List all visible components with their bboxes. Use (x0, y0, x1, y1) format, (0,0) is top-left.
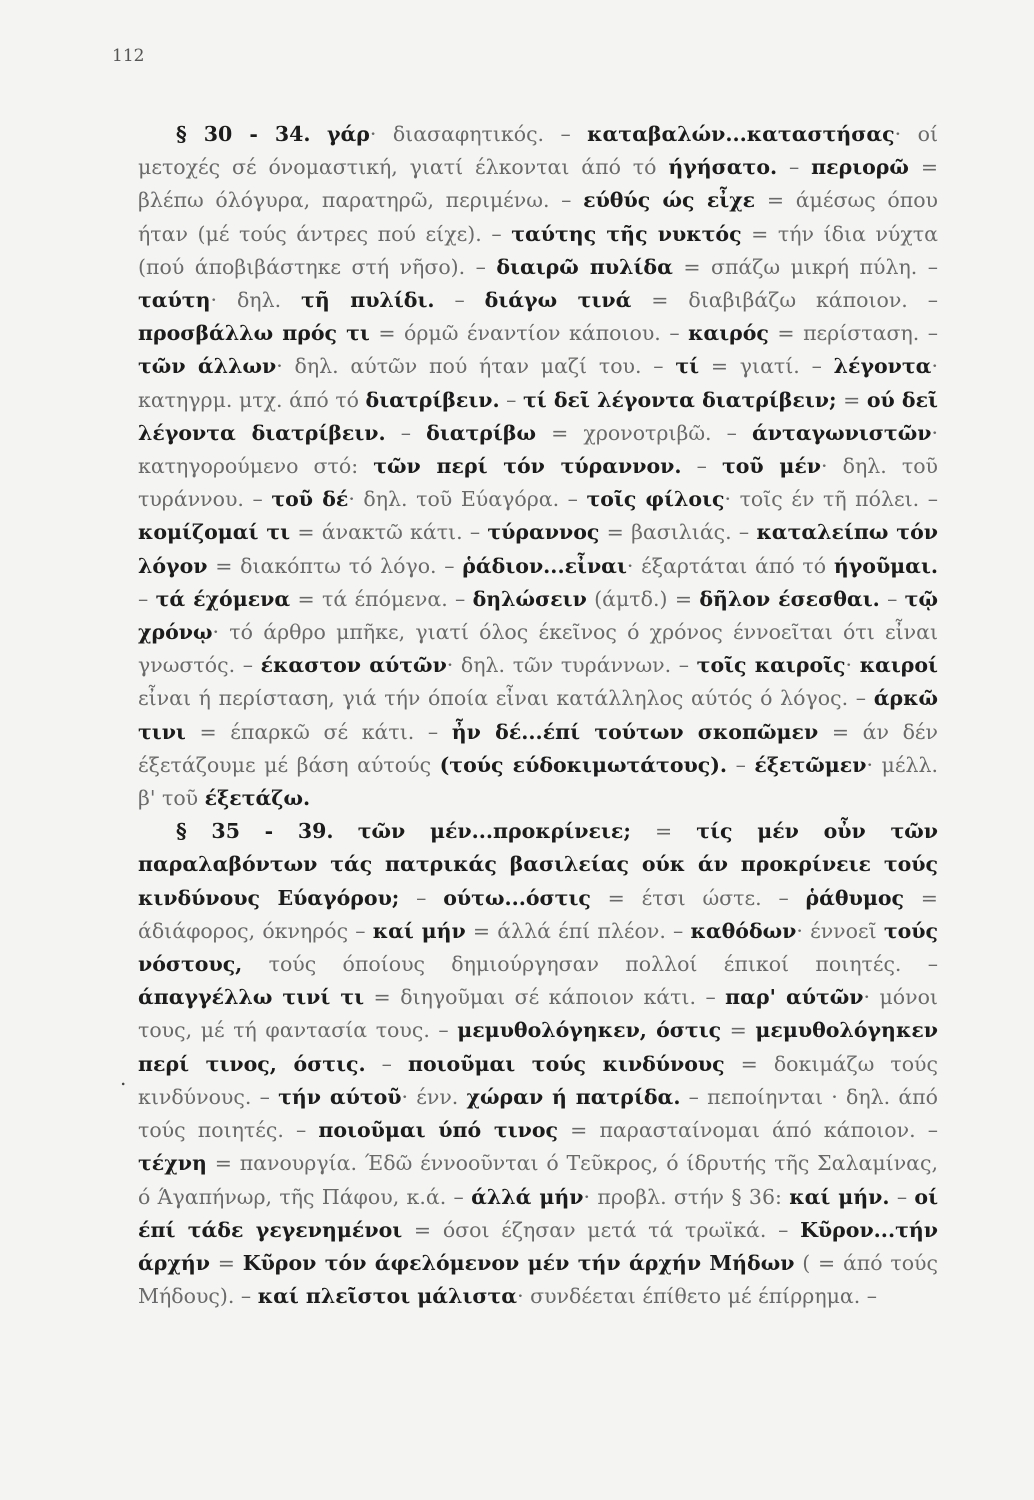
lemma-term: τέχνη (138, 1151, 207, 1176)
lemma-term: χώραν ή πατρίδα. (466, 1084, 681, 1109)
gloss-text: = τήν ίδια νύχτα (πού άποβιβάστηκε στή νῆσο). – (138, 221, 938, 279)
gloss-text (334, 819, 358, 843)
gloss-text: · κατηγορούμενο στό: (138, 420, 938, 479)
lemma-term: καθόδων (690, 918, 797, 943)
lemma-term: τῆ πυλίδι. (301, 288, 435, 313)
lemma-term: διαιρῶ πυλίδα (496, 254, 673, 279)
lemma-term: μεμυθολόγηκεν περί τινος, όστις. (138, 1018, 938, 1076)
gloss-text: = άν δέν έξετάζουμε μέ βάση αύτούς (138, 719, 938, 777)
lemma-term: τίς μέν οὖν τῶν παραλαβόντων τάς πατρικάς βασιλείας ούκ άν προκρίνειε τούς κινδύνους Εύαγόρου; (138, 819, 938, 910)
paragraph (138, 815, 938, 1313)
commentary-text (138, 118, 938, 1313)
gloss-text: · μόνοι τους, μέ τή φαντασία τους. – (138, 985, 938, 1043)
gloss-text: – (385, 420, 427, 445)
gloss-text: = άνακτῶ κάτι. – (290, 520, 488, 545)
gloss-text: – (879, 586, 905, 611)
lemma-term: κομίζομαί τι (138, 520, 291, 545)
lemma-term: τί (675, 354, 700, 379)
gloss-text: · κατηγρμ. μτχ. άπό τό (138, 354, 938, 412)
gloss-text: = (836, 387, 867, 412)
lemma-term: τῶν περί τόν τύραννον. (373, 454, 682, 479)
gloss-text: · δηλ. τῶν τυράννων. – (446, 653, 697, 678)
gloss-text: · έξαρτάται άπό τό (626, 553, 834, 578)
lemma-term: τοῦ μέν (721, 454, 822, 479)
gloss-text: = όσοι έζησαν μετά τά τρωϊκά. – (402, 1217, 801, 1242)
lemma-term: προσβάλλω πρός τι (138, 321, 370, 346)
gloss-text: = άμέσως όπου ήταν (μέ τούς άντρες πού είχε). – (138, 188, 939, 246)
gloss-text: = διαβιβάζω κάποιον. – (631, 288, 938, 313)
lemma-term: εύθύς ώς εἶχε (583, 188, 756, 213)
lemma-term: περιορῶ (811, 155, 909, 180)
gloss-text: = άδιάφορος, όκνηρός – (138, 885, 938, 943)
lemma-term: οί έπί τάδε γεγενημένοι (138, 1184, 939, 1242)
lemma-term: καταλείπω τόν λόγον (138, 520, 938, 578)
gloss-text: = πανουργία. Έδῶ έννοοῦνται ό Τεῦκρος, ό ίδρυτής τῆς Σαλαμίνας, ό Άγαπήνωρ, τῆς Πάφου, κ.ά. – (138, 1151, 938, 1209)
gloss-text: – (727, 752, 755, 777)
lemma-term: δηλώσειν (472, 586, 587, 611)
lemma-term: καιρός (688, 321, 769, 346)
lemma-term: λέγοντα (833, 354, 932, 379)
gloss-text: · συνδέεται έπίθετο μέ έπίρρημα. – (517, 1284, 878, 1309)
lemma-term: παρ' αύτῶν (725, 985, 864, 1010)
gloss-text: · διασαφητικός. – (369, 122, 588, 146)
gloss-text: = (630, 819, 697, 844)
lemma-term: (τούς εύδοκιμωτάτους). (439, 752, 728, 777)
lemma-term: καιροί (859, 653, 938, 678)
gloss-text: – (777, 155, 812, 180)
gloss-text: = παρασταίνομαι άπό κάποιον. – (558, 1118, 938, 1143)
lemma-term: τῶν μέν...προκρίνειε; (357, 819, 631, 844)
lemma-term: διάγω τινά (484, 288, 632, 313)
lemma-term: τῷ χρόνῳ (138, 586, 938, 645)
gloss-text: = έπαρκῶ σέ κάτι. – (185, 719, 452, 744)
gloss-text: = όρμῶ έναντίον κάποιου. – (369, 321, 689, 346)
lemma-term: άλλά μήν (471, 1184, 584, 1209)
gloss-text: = σπάζω μικρή πύλη. – (672, 254, 938, 279)
gloss-text: = δοκιμάζω τούς κινδύνους. – (138, 1051, 938, 1109)
gloss-text: = διακόπτω τό λόγο. – (207, 553, 463, 578)
gloss-text: – (365, 1051, 408, 1076)
gloss-text: – (499, 387, 523, 412)
lemma-term: τήν αύτοῦ (278, 1084, 402, 1109)
gloss-text: – (434, 288, 485, 313)
gloss-text: – πεποίηνται · δηλ. άπό τούς ποιητές. – (138, 1084, 938, 1143)
gloss-text: · οί μετοχές σέ όνομαστική, γιατί έλκονται άπό τό (138, 122, 938, 180)
gloss-text: = διηγοῦμαι σέ κάποιον κάτι. – (364, 985, 726, 1010)
gloss-text: = χρονοτριβῶ. – (536, 420, 753, 445)
lemma-term: καί μήν (372, 918, 466, 943)
lemma-term: τούς νόστους, (138, 918, 938, 977)
gloss-text: = τά έπόμενα. – (290, 586, 473, 611)
lemma-term: έξετῶμεν (754, 752, 867, 777)
gloss-text: = (721, 1018, 756, 1043)
lemma-term: ῥάδιον...εἶναι (462, 553, 627, 578)
gloss-text: · ένν. (401, 1084, 467, 1109)
gloss-text: · δηλ. (210, 288, 302, 313)
lemma-term: ἦν δέ...έπί τούτων σκοπῶμεν (451, 719, 819, 744)
gloss-text: – (889, 1184, 915, 1209)
lemma-term: τοῖς φίλοις (586, 487, 725, 512)
gloss-text: = βασιλιάς. – (599, 520, 757, 545)
gloss-text: (άμτδ.) = (586, 586, 700, 611)
lemma-term: καί πλεῖστοι μάλιστα (257, 1284, 518, 1309)
gloss-text: · δηλ. τοῦ τυράννου. – (138, 454, 938, 512)
gloss-text: · (845, 653, 860, 678)
gloss-text: = άλλά έπί πλέον. – (465, 918, 691, 943)
lemma-term: ταύτη (138, 288, 211, 313)
lemma-term: ῥάθυμος (805, 885, 904, 910)
gloss-text: · τοῖς έν τῆ πόλει. – (724, 487, 938, 512)
lemma-term: καί μήν. (789, 1184, 890, 1209)
lemma-term: ήγήσατο. (668, 155, 778, 180)
gloss-text: = γιατί. – (699, 354, 834, 379)
gloss-text: · δηλ. τοῦ Εύαγόρα. – (348, 487, 587, 512)
lemma-term: γάρ (326, 122, 370, 146)
gloss-text: = έτσι ώστε. – (590, 885, 806, 910)
gloss-text: · έννοεῖ (796, 918, 884, 943)
lemma-term: τοῖς καιροῖς (696, 653, 846, 678)
lemma-term: μεμυθολόγηκεν, όστις (457, 1018, 722, 1043)
page-number: 112 (112, 46, 145, 66)
lemma-term: τοῦ δέ (271, 487, 349, 512)
lemma-term: έξετάζω. (204, 786, 311, 811)
lemma-term: Κῦρον...τήν άρχήν (138, 1217, 938, 1275)
gloss-text (311, 122, 327, 146)
lemma-term: ποιοῦμαι ύπό τινος (318, 1118, 559, 1143)
paragraph (138, 118, 938, 815)
lemma-term: διατρίβω (426, 420, 536, 445)
gloss-text: – (399, 885, 444, 910)
gloss-text: – (138, 586, 156, 611)
lemma-term: δῆλον έσεσθαι. (699, 586, 880, 611)
lemma-term: ταύτης τῆς νυκτός (511, 221, 742, 246)
gloss-text: · μέλλ. β' τοῦ (138, 752, 938, 811)
gloss-text: · τό άρθρο μπῆκε, γιατί όλος έκεῖνος ό χρόνος έννοεῖται ότι εἶναι γνωστός. – (138, 620, 938, 678)
lemma-term: τά έχόμενα (155, 586, 291, 611)
lemma-term: έκαστον αύτῶν (260, 653, 447, 678)
lemma-term: διατρίβειν. (365, 387, 500, 412)
gloss-text: – (681, 454, 722, 479)
gloss-text: = (210, 1250, 243, 1275)
lemma-term: ήγοῦμαι. (833, 553, 939, 578)
lemma-term: τῶν άλλων (138, 354, 277, 379)
lemma-term: τύραννος (487, 520, 600, 545)
gloss-text: τούς όποίους δημιούργησαν πολλοί έπικοί ποιητές. – (242, 952, 938, 977)
lemma-term: § 35 - 39. (176, 819, 334, 844)
lemma-term: τί δεῖ λέγοντα διατρίβειν; (522, 387, 837, 412)
lemma-term: ούτω...όστις (443, 885, 591, 910)
lemma-term: Κῦρον τόν άφελόμενον μέν τήν άρχήν Μήδων (242, 1250, 795, 1275)
lemma-term: άνταγωνιστῶν (752, 420, 932, 445)
stray-mark: . (120, 1066, 127, 1090)
gloss-text: = βλέπω όλόγυρα, παρατηρῶ, περιμένω. – (138, 155, 938, 213)
gloss-text: · δηλ. αύτῶν πού ήταν μαζί του. – (276, 354, 676, 379)
gloss-text: εἶναι ή περίσταση, γιά τήν όποία εἶναι κατάλληλος αύτός ό λόγος. – (138, 686, 874, 711)
lemma-term: άρκῶ τινι (138, 686, 938, 744)
gloss-text: ( = άπό τούς Μήδους). – (138, 1250, 938, 1309)
lemma-term: άπαγγέλλω τινί τι (138, 985, 365, 1010)
lemma-term: ποιοῦμαι τούς κινδύνους (407, 1051, 725, 1076)
lemma-term: καταβαλών...καταστήσας (587, 122, 895, 146)
lemma-term: ού δεῖ λέγοντα διατρίβειν. (138, 387, 938, 445)
gloss-text: = περίσταση. – (768, 321, 938, 346)
lemma-term: § 30 - 34. (176, 122, 311, 146)
gloss-text: · προβλ. στήν § 36: (583, 1184, 790, 1209)
